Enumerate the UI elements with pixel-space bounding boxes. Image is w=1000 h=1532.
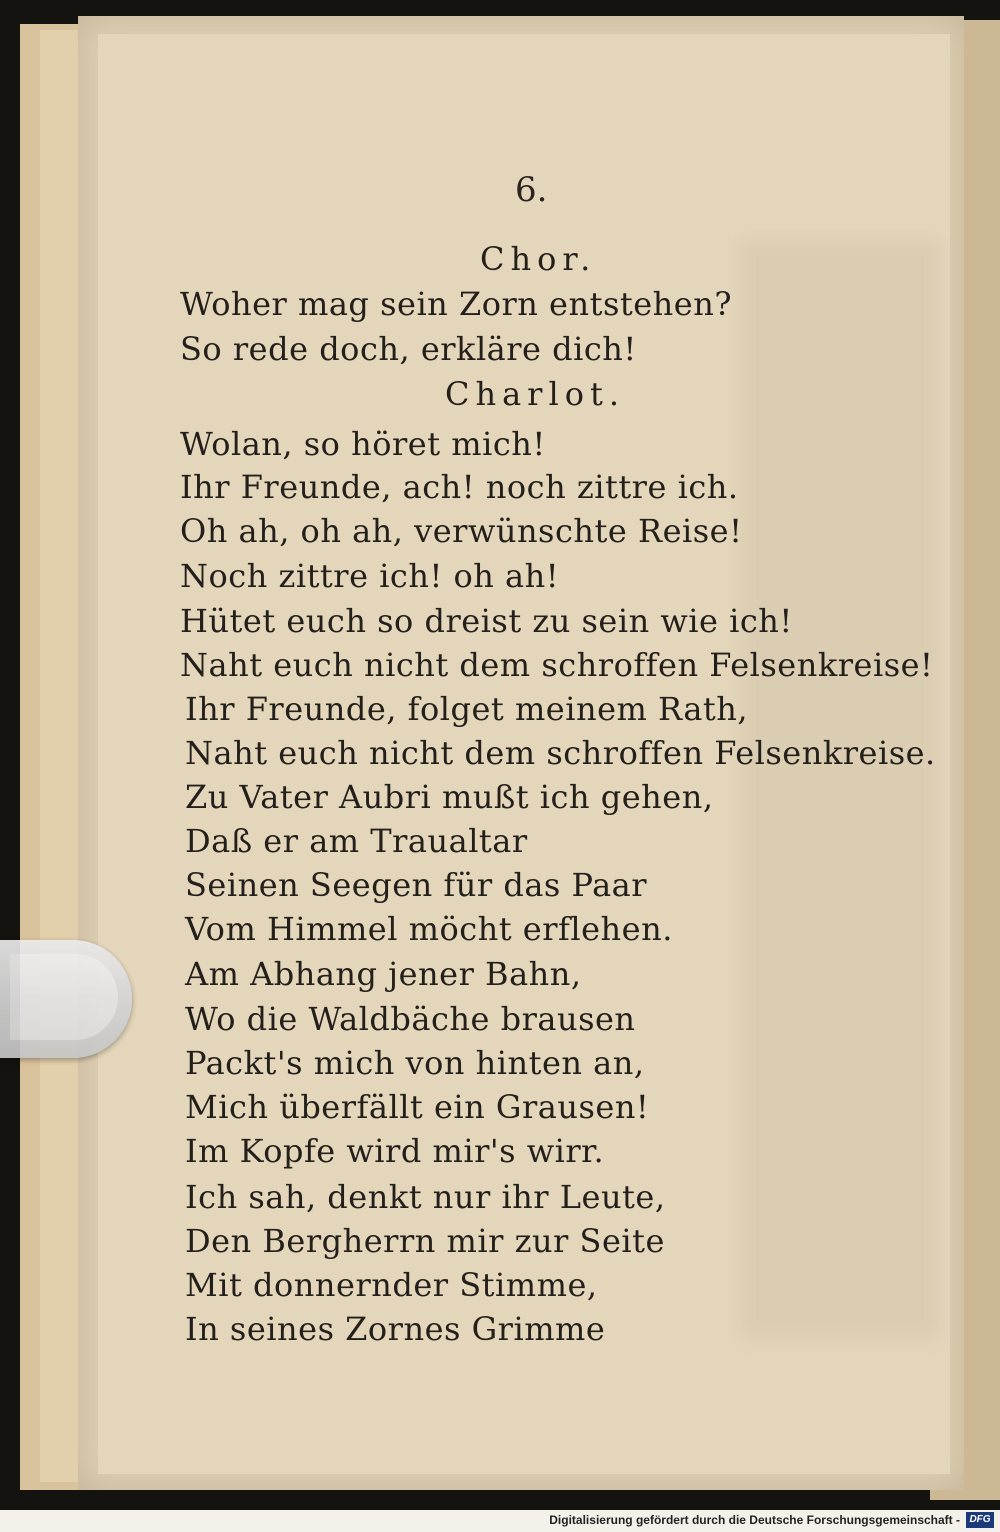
page-number: 6.: [515, 170, 548, 210]
verse-line: Am Abhang jener Bahn,: [185, 955, 582, 993]
verse-line: Mich überfällt ein Grausen!: [185, 1088, 650, 1126]
verse-line: Mit donnernder Stimme,: [185, 1266, 598, 1304]
dfg-logo: DFG: [966, 1512, 994, 1528]
verse-line: Daß er am Traualtar: [185, 822, 528, 860]
verse-line: So rede doch, erkläre dich!: [180, 330, 637, 368]
show-through-text: [740, 240, 940, 1340]
verse-line: Ich sah, denkt nur ihr Leute,: [185, 1178, 666, 1216]
verse-line: Vom Himmel möcht erflehen.: [185, 910, 673, 948]
verse-line: Wolan, so höret mich!: [180, 425, 546, 463]
verse-line: Naht euch nicht dem schroffen Felsenkreise!: [180, 646, 934, 684]
verse-line: Seinen Seegen für das Paar: [185, 866, 648, 904]
verse-line: Ihr Freunde, ach! noch zittre ich.: [180, 468, 739, 506]
verse-line: Oh ah, oh ah, verwünschte Reise!: [180, 512, 743, 550]
verse-line: Zu Vater Aubri mußt ich gehen,: [185, 778, 714, 816]
verse-line: Packt's mich von hinten an,: [185, 1044, 645, 1082]
footer-credit: Digitalisierung gefördert durch die Deutsche Forschungsgemeinschaft -: [549, 1513, 960, 1527]
verse-line: Im Kopfe wird mir's wirr.: [185, 1132, 605, 1170]
verse-line: Wo die Waldbäche brausen: [185, 1000, 636, 1038]
verse-line: Den Bergherrn mir zur Seite: [185, 1222, 665, 1260]
verse-line: Ihr Freunde, folget meinem Rath,: [185, 690, 749, 728]
verse-line: In seines Zornes Grimme: [185, 1310, 606, 1348]
plastic-page-clip: [0, 940, 132, 1058]
verse-line: Naht euch nicht dem schroffen Felsenkreise.: [185, 734, 936, 772]
speaker-label: Chor.: [480, 240, 597, 278]
verse-line: Hütet euch so dreist zu sein wie ich!: [180, 602, 793, 640]
speaker-label: Charlot.: [445, 375, 625, 413]
verse-line: Woher mag sein Zorn entstehen?: [180, 285, 732, 323]
footer-bar: [0, 1510, 1000, 1532]
verse-line: Noch zittre ich! oh ah!: [180, 557, 560, 595]
